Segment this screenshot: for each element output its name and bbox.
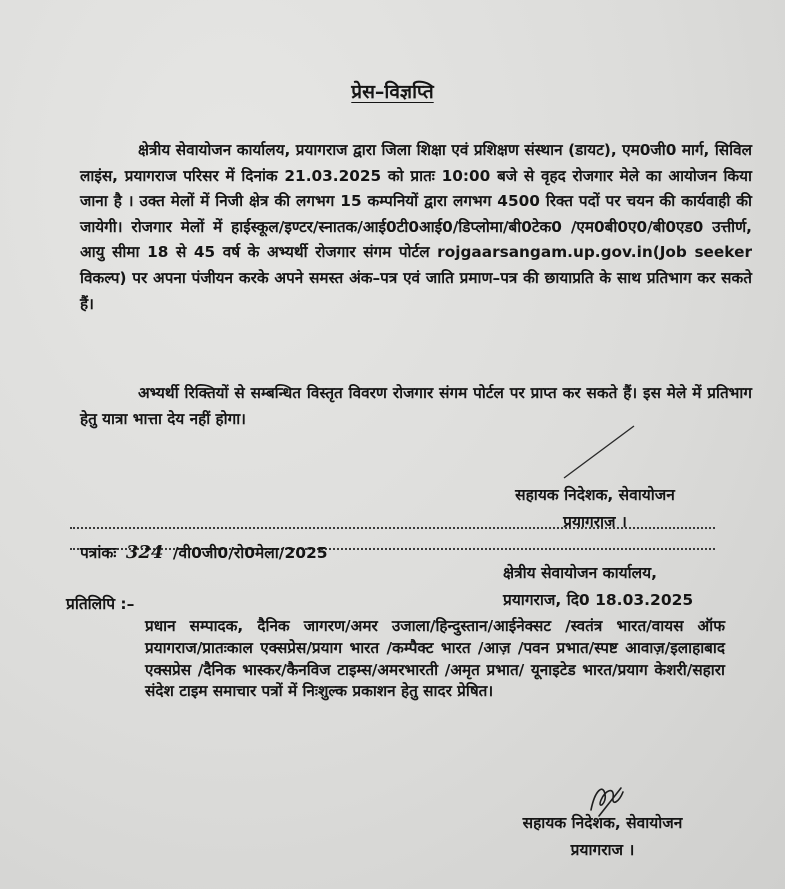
- office-place-date: प्रयागराज, दि0 18.03.2025: [503, 591, 694, 609]
- reference-label: पत्रांकः: [80, 544, 117, 562]
- paragraph-main-text: क्षेत्रीय सेवायोजन कार्यालय, प्रयागराज द्वारा जिला शिक्षा एवं प्रशिक्षण संस्थान (डायट), एम0जी0 मार्ग, सिविल लाइंस, प्रयागराज परिसर में दिनांक 21.03.2025 को प्रातः 10:00 बजे से वृहद रोजगार मेले का आयोजन किया जाना है । उक्त मेलों में निजी क्षेत्र की लगभग 15 कम्पनियों द्वारा लगभग 4500 रिक्त पदों पर चयन की कार्यवाही की जायेगी। रोजगार मेलों में हाईस्कूल/इण्टर/स्नातक/आई0टी0आई0/डिप्लोमा/बी0टेक0 /एम0बी0ए0/बी0एड0 उत्तीर्ण, आयु सीमा 18 से 45 वर्ष के अभ्यर्थी रोजगार संगम पोर्टल rojgaarsangam.up.gov.in(Job seeker विकल्प) पर अपना पंजीयन करके अपने समस्त अंक–पत्र एवं जाति प्रमाण–पत्र की छायाप्रति के साथ प्रतिभाग कर सकते हैं।: [80, 141, 752, 313]
- signatory-place: प्रयागराज ।: [563, 513, 627, 531]
- signatory-block-2: [480, 810, 725, 864]
- signatory-designation: सहायक निदेशक, सेवायोजन: [522, 814, 683, 832]
- reference-suffix: /वी0जी0/रो0मेला/2025: [172, 544, 328, 562]
- copy-recipients: प्रधान सम्पादक, दैनिक जागरण/अमर उजाला/हिन्दुस्तान/आईनेक्सट /स्वतंत्र भारत/वायस ऑफ प्रयागराज/प्रातःकाल एक्सप्रेस/प्रयाग भारत /कम्पैक्ट भारत /आज़ /पवन प्रभात/स्पष्ट आवाज़/इलाहाबाद एक्सप्रेस /दैनिक भास्कर/कैनविज टाइम्स/अमरभारती /अमृत प्रभात/ यूनाइटेड भारत/प्रयाग केशरी/सहारा संदेश टाइम समाचार पत्रों में निःशुल्क प्रकाशन हेतु सादर प्रेषित।: [145, 617, 725, 701]
- reference-number: [80, 541, 328, 563]
- paragraph-details: [80, 381, 752, 432]
- copy-label: प्रतिलिपि :–: [66, 595, 135, 613]
- reference-handwritten-number: 324: [125, 542, 164, 563]
- signatory-designation: सहायक निदेशक, सेवायोजन: [515, 486, 675, 504]
- signatory-place: प्रयागराज ।: [570, 841, 635, 859]
- paragraph-main: [80, 138, 752, 317]
- office-name: क्षेत्रीय सेवायोजन कार्यालय,: [503, 564, 657, 582]
- divider-top: [70, 527, 715, 529]
- paragraph-details-text: अभ्यर्थी रिक्तियों से सम्बन्धित विस्तृत विवरण रोजगार संगम पोर्टल पर प्राप्त कर सकते हैं। इस मेले में प्रतिभाग हेतु यात्रा भात्ता देय नहीं होगा।: [80, 384, 752, 428]
- office-block: [503, 560, 693, 614]
- document-title: प्रेस–विज्ञप्ति: [351, 81, 434, 103]
- signature-stroke-icon: [560, 422, 640, 482]
